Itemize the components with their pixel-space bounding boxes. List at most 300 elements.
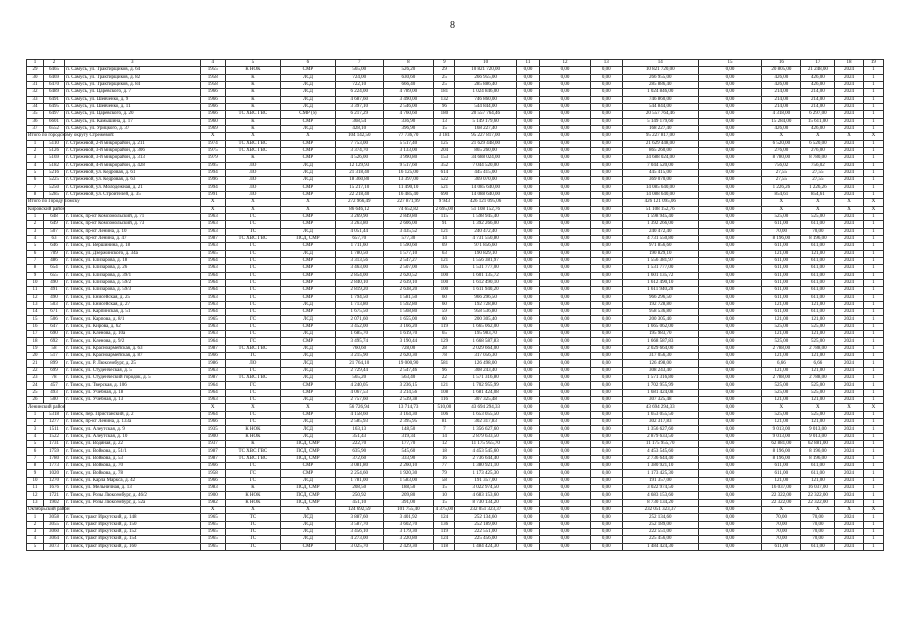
table-cell: 121 xyxy=(434,228,455,235)
table-cell: 59 xyxy=(434,309,455,316)
table-cell: 0,00 xyxy=(540,133,591,140)
table-cell: ЛСД xyxy=(280,162,335,169)
table-cell: ГС xyxy=(225,287,280,294)
table-cell: 2024 xyxy=(835,411,864,418)
table-cell: 13 xyxy=(27,499,44,506)
table-cell: 4 273,00 xyxy=(335,536,383,543)
table-cell: 14 xyxy=(27,309,44,316)
table-row xyxy=(27,338,884,345)
table-cell: 0,00 xyxy=(540,455,591,462)
table-cell: 756,02 xyxy=(801,162,835,169)
table-cell: 5225 xyxy=(43,177,64,184)
table-cell: 14 088 640,00 xyxy=(455,191,516,198)
table-cell: 2024 xyxy=(835,367,864,374)
table-cell: 5 xyxy=(225,60,280,67)
table-cell: г. Стрежевой, 3-й микрорайон, д. 313 xyxy=(65,155,200,162)
table-cell: 14 xyxy=(434,433,455,440)
table-cell: 5 149 179,60 xyxy=(622,118,698,125)
table-cell: 2024 xyxy=(835,309,864,316)
table-cell: г. Томск, ул. Дзержинского, д. 34а xyxy=(65,250,200,257)
table-cell: 0,00 xyxy=(590,419,622,426)
table-cell: 1 780,50 xyxy=(335,250,383,257)
table-cell: 1 xyxy=(863,81,883,88)
table-cell: 14 088 640,00 xyxy=(622,191,698,198)
table-row xyxy=(27,411,884,418)
table-cell: 1522 xyxy=(43,433,64,440)
table-cell: 126 498,00 xyxy=(455,360,516,367)
table-cell: 121,00 xyxy=(762,419,801,426)
table-cell: 544 844,00 xyxy=(622,103,698,110)
table-cell: 426,00 xyxy=(801,81,835,88)
table-cell: 1994 xyxy=(200,169,225,176)
table-cell: г. Стрежевой, ул. Кедровая, д. 63 xyxy=(65,177,200,184)
table-cell: 0,00 xyxy=(516,448,539,455)
table-cell: 6552 xyxy=(43,125,64,132)
table-cell: ЛО xyxy=(225,360,280,367)
table-cell: 1 024 846,00 xyxy=(455,89,516,96)
table-cell: ТС xyxy=(225,536,280,543)
table-cell: 0,00 xyxy=(516,243,539,250)
table-cell: 317 056,30 xyxy=(455,353,516,360)
table-cell: 0,00 xyxy=(590,316,622,323)
table-cell: 0,00 xyxy=(540,272,591,279)
table-cell: 0,00 xyxy=(590,184,622,191)
table-cell: 1963 xyxy=(200,367,225,374)
table-cell: СМР xyxy=(280,67,335,74)
table-cell: 1 xyxy=(863,360,883,367)
table-cell: 1963 xyxy=(200,265,225,272)
table-cell: К xyxy=(225,96,280,103)
table-cell: 0,00 xyxy=(698,367,761,374)
table-cell: 121,00 xyxy=(762,397,801,404)
table-cell: 0,00 xyxy=(540,111,591,118)
table-cell: 9 943 xyxy=(434,199,455,206)
table-cell: 1 601 135,72 xyxy=(622,272,698,279)
table-cell: ЛСД xyxy=(280,96,335,103)
table-cell: 222,70 xyxy=(335,441,383,448)
table-cell: ГС xyxy=(225,279,280,286)
table-cell: ГС xyxy=(225,221,280,228)
table-cell: 4 051,44 xyxy=(335,228,383,235)
table-cell: 0,00 xyxy=(698,309,761,316)
table-cell: ЛСД xyxy=(280,433,335,440)
table-cell: 25 xyxy=(434,74,455,81)
table-cell: 3 xyxy=(65,60,200,67)
table-cell: 10 821 720,00 xyxy=(622,67,698,74)
table-cell: 0,00 xyxy=(698,74,761,81)
table-cell: 0,00 xyxy=(516,426,539,433)
table-cell: 0,00 xyxy=(698,103,761,110)
table-cell: К xyxy=(225,81,280,88)
table-cell: 1964 xyxy=(200,279,225,286)
table-cell: ГС xyxy=(225,265,280,272)
table-cell: 121,00 xyxy=(801,353,835,360)
table-cell: 1955 xyxy=(200,67,225,74)
table-cell: 966 296,50 xyxy=(622,294,698,301)
table-cell: 10 xyxy=(27,477,44,484)
table-cell: 0,00 xyxy=(540,162,591,169)
table-cell: 563,40 xyxy=(383,375,434,382)
table-cell: 1 xyxy=(863,375,883,382)
table-cell: 21 xyxy=(27,360,44,367)
table-cell: 3 181 xyxy=(434,133,455,140)
table-cell: 3064 xyxy=(43,536,64,543)
table-cell: СМР xyxy=(280,272,335,279)
table-cell: 121,00 xyxy=(762,250,801,257)
table-cell: 3 166,20 xyxy=(383,323,434,330)
table-cell: 16 xyxy=(434,455,455,462)
table-cell: 6 xyxy=(280,60,335,67)
table-cell: г. Томск, ул. Р. Люксембург, д. 25 xyxy=(65,360,200,367)
table-cell: X xyxy=(200,133,225,140)
table-cell: 2024 xyxy=(835,323,864,330)
table-cell: 36 xyxy=(27,118,44,125)
table-cell: 0,00 xyxy=(516,543,539,550)
table-cell: 1 356 627,60 xyxy=(455,426,516,433)
table-cell: 101 755,40 xyxy=(383,507,434,514)
table-cell: 28 xyxy=(434,345,455,352)
table-row xyxy=(27,433,884,440)
table-cell: ЛСД xyxy=(280,419,335,426)
table-cell: 1 xyxy=(863,382,883,389)
table-cell: 78 xyxy=(434,353,455,360)
table-cell: 2 639,10 xyxy=(383,279,434,286)
table-cell: ТС ХВС ГВС xyxy=(225,147,280,154)
table-cell: 2 547,27 xyxy=(383,257,434,264)
table-cell: 2 757,60 xyxy=(335,397,383,404)
table-cell: 119 xyxy=(434,323,455,330)
table-cell: 1 675,50 xyxy=(335,309,383,316)
table-cell: 250,92 xyxy=(335,492,383,499)
table-cell: ГС xyxy=(225,419,280,426)
table-cell: 302 317,83 xyxy=(622,419,698,426)
table-cell: г. Томск, пр-кт Ленина, д. 133а xyxy=(65,419,200,426)
table-cell: 1966 xyxy=(200,419,225,426)
table-cell: 2024 xyxy=(835,382,864,389)
table-cell: 544 844,00 xyxy=(455,103,516,110)
table-cell: 7 xyxy=(335,60,383,67)
table-cell: 0,00 xyxy=(590,536,622,543)
table-cell: 0,00 xyxy=(540,367,591,374)
table-cell: 0,00 xyxy=(590,360,622,367)
table-cell: п. Самусь, ул. Урицкого, д. 37 xyxy=(65,125,200,132)
table-cell: 200 305,40 xyxy=(455,316,516,323)
table-cell: 2 395,95 xyxy=(383,419,434,426)
table-cell: 0,00 xyxy=(698,448,761,455)
table-cell: СМР xyxy=(280,184,335,191)
table-cell: 208,50 xyxy=(335,485,383,492)
table-cell: К xyxy=(225,74,280,81)
table-row xyxy=(27,140,884,147)
table-cell: 351,43 xyxy=(335,433,383,440)
table-cell: 0,00 xyxy=(698,287,761,294)
table-cell: 4 760,60 xyxy=(383,111,434,118)
table-cell: 611,00 xyxy=(762,463,801,470)
table-cell: 20 557 764,46 xyxy=(455,111,516,118)
table-cell: X xyxy=(863,133,883,140)
table-cell: ПСД, СМР xyxy=(280,441,335,448)
table-cell: 3 602,70 xyxy=(383,521,434,528)
table-cell xyxy=(65,507,200,514)
table-cell: 0,00 xyxy=(698,316,761,323)
table-cell: 4 xyxy=(200,60,225,67)
table-cell: 0,00 xyxy=(540,67,591,74)
table-cell: 308 243,40 xyxy=(622,367,698,374)
table-cell: 204 xyxy=(434,147,455,154)
table-cell: 0,00 xyxy=(540,206,591,213)
table-cell: г. Томск, ул. Войкова, д. 53 xyxy=(65,455,200,462)
table-cell: 2 854,00 xyxy=(335,272,383,279)
table-cell: 0,00 xyxy=(540,309,591,316)
table-cell: г. Томск, пр-кт Ленина, д. 10 xyxy=(65,228,200,235)
table-cell: 192 728,80 xyxy=(455,301,516,308)
table-cell: ЛО xyxy=(225,177,280,184)
table-cell: СМР xyxy=(280,287,335,294)
table-cell: 6 297,00 xyxy=(801,111,835,118)
section-total-row xyxy=(27,133,884,140)
table-cell: 1 590,60 xyxy=(383,243,434,250)
table-cell: 276,00 xyxy=(801,147,835,154)
table-cell: 0,00 xyxy=(540,331,591,338)
table-cell: ЛО xyxy=(225,169,280,176)
table-cell: 525,00 xyxy=(801,213,835,220)
table-cell: 0,00 xyxy=(590,507,622,514)
table-cell: 0,00 xyxy=(516,125,539,132)
table-cell: 16 xyxy=(27,323,44,330)
table-cell: 0,00 xyxy=(590,74,622,81)
table-cell: X xyxy=(280,199,335,206)
table-cell: 0,00 xyxy=(540,103,591,110)
table-cell: г. Томск, пр-кт Ленина, д. 47 xyxy=(65,235,200,242)
table-cell: 104 142,50 xyxy=(335,133,383,140)
table-cell: 971 856,60 xyxy=(455,243,516,250)
table-cell: 0,00 xyxy=(516,353,539,360)
table-row xyxy=(27,426,884,433)
table-cell: 222 551,00 xyxy=(622,529,698,536)
table-cell: г. Томск, ул. Кирова, д. 62 xyxy=(65,323,200,330)
table-cell: 192 728,80 xyxy=(622,301,698,308)
table-cell: 121,00 xyxy=(801,316,835,323)
table-cell: ЛСД xyxy=(280,301,335,308)
table-cell: 3 990,80 xyxy=(383,155,434,162)
table-cell: 0,00 xyxy=(698,155,761,162)
table-cell: 2024 xyxy=(835,191,864,198)
table-cell: 1 xyxy=(863,419,883,426)
table-cell: 0,00 xyxy=(698,331,761,338)
table-cell: 6470 xyxy=(43,81,64,88)
table-cell: п. Самусь, ул. Царевского, д. 20 xyxy=(65,111,200,118)
table-cell: 195 983,70 xyxy=(622,331,698,338)
table-cell: 60 xyxy=(434,316,455,323)
table-cell: 3 397,10 xyxy=(335,103,383,110)
table-cell: X xyxy=(762,507,801,514)
table-cell: г. Томск, пр-кт Комсомольский, д. 71 xyxy=(65,213,200,220)
table-cell: 1975 xyxy=(200,147,225,154)
table-cell: 6,66 xyxy=(801,360,835,367)
table-cell: 4 453 545,60 xyxy=(622,448,698,455)
table-cell: 0,00 xyxy=(590,294,622,301)
table-cell: 26 xyxy=(27,397,44,404)
table-cell: 690 xyxy=(434,191,455,198)
table-cell: г. Томск, ул. Красноармейская, д. 87 xyxy=(65,353,200,360)
table-cell: 391,00 xyxy=(383,499,434,506)
table-cell: 611,00 xyxy=(801,279,835,286)
table-cell: 3 220,80 xyxy=(383,536,434,543)
table-cell: 510,00 xyxy=(434,404,455,411)
table-cell: ЛСД xyxy=(280,81,335,88)
table-cell: 0,00 xyxy=(516,162,539,169)
table-cell: 671 xyxy=(43,309,64,316)
table-cell: 0,00 xyxy=(590,499,622,506)
table-cell: 2024 xyxy=(835,316,864,323)
table-cell: 15 xyxy=(434,125,455,132)
table-cell: X xyxy=(835,404,864,411)
table-cell: 5 xyxy=(27,169,44,176)
table-cell: 200 305,40 xyxy=(622,316,698,323)
table-cell: 276,00 xyxy=(762,147,801,154)
table-cell: 0,00 xyxy=(540,514,591,521)
table-cell: 1900 xyxy=(200,492,225,499)
table-cell: 426,00 xyxy=(762,74,801,81)
table-cell: 1965 xyxy=(200,536,225,543)
table-cell: 854,61 xyxy=(762,191,801,198)
table-cell: 1 xyxy=(863,536,883,543)
table-cell: г. Стрежевой, ул. Молодежная, д. 21 xyxy=(65,184,200,191)
table-cell: 611,00 xyxy=(762,470,801,477)
table-cell: 0,00 xyxy=(516,309,539,316)
table-cell: 11 xyxy=(27,485,44,492)
table-cell: 0,00 xyxy=(590,213,622,220)
table-cell: 649 xyxy=(43,221,64,228)
table-cell: 13 714,73 xyxy=(383,404,434,411)
table-cell: СМР xyxy=(280,140,335,147)
table-cell: 0,00 xyxy=(590,426,622,433)
table-cell: 0,00 xyxy=(590,353,622,360)
table-cell: 22 322,00 xyxy=(762,492,801,499)
table-cell: 2024 xyxy=(835,169,864,176)
table-cell: 0,00 xyxy=(698,177,761,184)
table-cell: 0,00 xyxy=(540,89,591,96)
table-cell: г. Стрежевой, ул. Строителей, д. 35 xyxy=(65,191,200,198)
table-cell: 0,00 xyxy=(540,235,591,242)
table-cell: 611,00 xyxy=(762,294,801,301)
table-cell: 1965 xyxy=(200,529,225,536)
table-cell: 0,00 xyxy=(516,140,539,147)
table-cell: 118 xyxy=(434,543,455,550)
table-cell: 525,00 xyxy=(762,213,801,220)
table-cell: 30 xyxy=(27,74,44,81)
table-cell: 11 xyxy=(516,60,539,67)
table-cell: 1963 xyxy=(200,331,225,338)
table-cell: 11 175 955,70 xyxy=(455,441,516,448)
table-cell: X xyxy=(863,507,883,514)
table-row xyxy=(27,543,884,550)
table-cell: 0,00 xyxy=(540,184,591,191)
table-cell: 0,00 xyxy=(516,169,539,176)
table-cell: 1900 xyxy=(200,433,225,440)
table-cell: п. Самусь, ул. Шевченко, д. 11 xyxy=(65,103,200,110)
table-cell: 0,00 xyxy=(590,367,622,374)
table-cell: 1 668 587,83 xyxy=(622,338,698,345)
table-cell: 3 xyxy=(27,228,44,235)
table-cell: 3 374,70 xyxy=(335,147,383,154)
table-cell: 121,00 xyxy=(762,353,801,360)
table-cell: г. Томск, пер. Пристанский, д. 2 xyxy=(65,411,200,418)
table-row xyxy=(27,279,884,286)
table-cell: 1 xyxy=(863,309,883,316)
table-cell: 0,00 xyxy=(516,177,539,184)
table-cell: г. Томск, ул. Елизарова, д. 18 xyxy=(65,257,200,264)
table-cell: ЛСД xyxy=(280,514,335,521)
table-cell: 1958 xyxy=(200,470,225,477)
table-cell: 2024 xyxy=(835,463,864,470)
table-cell: 0,00 xyxy=(516,301,539,308)
table-cell: 100 xyxy=(434,287,455,294)
table-cell: СМР xyxy=(280,470,335,477)
table-cell: 5126 xyxy=(43,147,64,154)
table-cell: 0,00 xyxy=(540,536,591,543)
table-cell: 0,00 xyxy=(698,353,761,360)
table-cell: 214,00 xyxy=(762,96,801,103)
table-cell: 426,00 xyxy=(762,125,801,132)
table-cell: п. Самусь, ул. Трактирщиков, д. 64 xyxy=(65,67,200,74)
table-cell: 1 556 381,97 xyxy=(622,257,698,264)
table-cell: 2 585,93 xyxy=(335,419,383,426)
table-cell: 81 xyxy=(434,419,455,426)
table-cell: 1 713,80 xyxy=(335,301,383,308)
table-cell: 2024 xyxy=(835,287,864,294)
table-cell: 15 xyxy=(698,60,761,67)
table-cell: 10 xyxy=(434,492,455,499)
table-cell: ГС xyxy=(225,213,280,220)
table-cell: 0,00 xyxy=(516,521,539,528)
table-cell: 285 886,40 xyxy=(622,81,698,88)
table-cell: 491 xyxy=(43,287,64,294)
table-cell: 0,00 xyxy=(590,529,622,536)
table-cell: г. Томск, ул. Студенческий городок, д. 5 xyxy=(65,375,200,382)
table-cell: 4 xyxy=(27,433,44,440)
table-cell: 1 668 587,83 xyxy=(455,338,516,345)
table-cell: 0,00 xyxy=(540,543,591,550)
table-cell: 0,00 xyxy=(698,184,761,191)
table-cell: 1 556 381,97 xyxy=(455,257,516,264)
table-cell: 0,00 xyxy=(516,272,539,279)
table-cell: ЛСД xyxy=(280,169,335,176)
table-cell: 1 612 490,10 xyxy=(622,279,698,286)
table-cell: 1 xyxy=(863,367,883,374)
table-cell: 728,00 xyxy=(383,345,434,352)
table-cell: 1 xyxy=(863,441,883,448)
table-cell: 252 134,60 xyxy=(455,514,516,521)
table-cell: 13 xyxy=(27,301,44,308)
table-cell: 0,00 xyxy=(516,345,539,352)
table-cell: 336,90 xyxy=(383,118,434,125)
table-cell: 2024 xyxy=(835,543,864,550)
table-cell: 12 xyxy=(540,60,591,67)
table-cell: К xyxy=(225,441,280,448)
table-cell: 0,00 xyxy=(698,199,761,206)
table-cell: 1964 xyxy=(200,382,225,389)
table-cell: 2 xyxy=(27,147,44,154)
table-cell: 240 472,40 xyxy=(455,228,516,235)
table-cell: 746 860,00 xyxy=(455,96,516,103)
table-cell: 100 xyxy=(434,279,455,286)
table-cell: 0,00 xyxy=(516,455,539,462)
table-cell: 1 356 627,60 xyxy=(622,426,698,433)
table-cell: 0,00 xyxy=(516,514,539,521)
table-cell: 958 536,80 xyxy=(455,309,516,316)
table-cell: 4 687,60 xyxy=(335,96,383,103)
